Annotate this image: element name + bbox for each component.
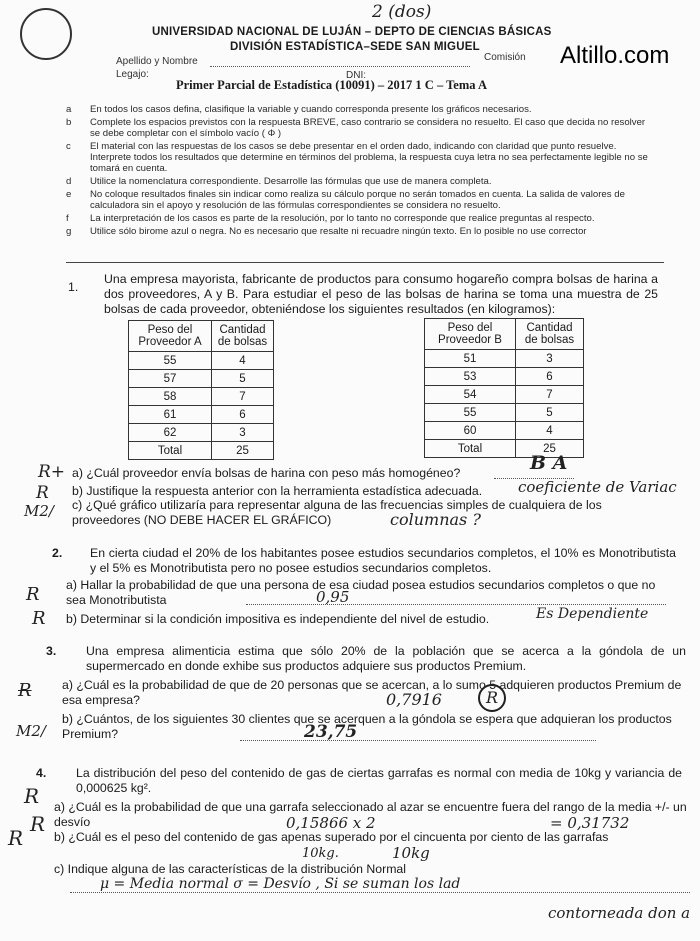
table-row: 53 6	[425, 368, 584, 386]
q4-text: La distribución del peso del contenido de gas de ciertas garrafas es normal con media de 10kg y variancia de 0,000625 kg².	[76, 766, 682, 795]
table-row: 54 7	[425, 386, 584, 404]
q1b-answer: coeficiente de Variac	[518, 478, 677, 496]
mark: M2/	[24, 502, 54, 520]
q3a-circle-mark: R	[478, 684, 506, 712]
table-header: Cantidad de bolsas	[212, 321, 274, 352]
q4b-answer: 10kg.	[302, 846, 339, 861]
mark: R	[32, 608, 46, 629]
legajo-label: Legajo:	[116, 69, 149, 80]
table-row: Total 25	[425, 440, 584, 458]
q4c-answer: μ = Media normal σ = Desvío , Si se suman los lad	[100, 876, 461, 892]
table-row: 58 7	[129, 388, 274, 406]
table-proveedor-a	[128, 320, 274, 460]
division-title: DIVISIÓN ESTADÍSTICA–SEDE SAN MIGUEL	[230, 41, 480, 53]
instruction-item: g Utilice sólo birome azul o negra. No es necesario que resalte ni recuadre ningún texto. En lo posible no use corrector	[66, 226, 587, 237]
table-row: 62 3	[129, 424, 274, 442]
university-title: UNIVERSIDAD NACIONAL DE LUJÁN – DEPTO DE CIENCIAS BÁSICAS	[152, 26, 552, 38]
exam-title: Primer Parcial de Estadística (10091) – 2017 1 C – Tema A	[176, 78, 487, 92]
q1-text: Una empresa mayorista, fabricante de productos para consumo hogareño compra bolsas de harina a dos proveedores, A y B. Para estudiar el peso de las bolsas de harina se toma una muestra de 25 bolsas de cada proveedor, obteniéndose los siguientes resultados (en kilogramos):	[104, 272, 658, 316]
q4c-answer-continued: contorneada don a	[548, 904, 691, 922]
instruction-item: b Complete los espacios previstos con la respuesta BREVE, caso contrario se considera no resuelto. El caso que decida no resolver se debe completar con el símbolo vacío ( Φ )	[66, 117, 646, 139]
instructions-list	[66, 104, 656, 237]
table-row: Total 25	[129, 442, 274, 460]
mark: R	[36, 483, 49, 503]
q4a-answer: 0,15866 x 2	[286, 814, 376, 832]
table-header: Peso del Proveedor B	[425, 319, 516, 350]
q4c-text: c) Indique alguna de las características de la distribución Normal	[54, 862, 407, 876]
q4b-text: b) ¿Cuál es el peso del contenido de gas apenas superado por el cincuenta por ciento de las garrafas	[54, 830, 609, 844]
hand-grade: 2 (dos)	[372, 2, 432, 22]
comision-label: Comisión	[484, 52, 526, 63]
table-header: Cantidad de bolsas	[516, 319, 584, 350]
instruction-item: a En todos los casos defina, clasifique la variable y cuando corresponda presente los gráficos necesarios.	[66, 104, 532, 115]
q4-number: 4.	[36, 766, 47, 780]
mark: R	[26, 584, 40, 605]
table-row: 51 3	[425, 350, 584, 368]
table-row: 55 5	[425, 404, 584, 422]
university-seal-icon	[20, 8, 72, 60]
q2b-text: b) Determinar si la condición impositiva es independiente del nivel de estudio.	[66, 612, 490, 626]
q3a-answer: 0,7916	[386, 690, 442, 709]
divider	[66, 262, 664, 263]
mark: R	[24, 784, 40, 808]
q3-text: Una empresa alimenticia estima que sólo 20% de la población que se acerca a la góndola de un supermercado en donde exhibe sus productos adquiere sus productos Premium.	[86, 644, 686, 673]
q2a-answer: 0,95	[316, 588, 350, 606]
q4c-answer-line[interactable]	[70, 892, 690, 893]
q2-text: En cierta ciudad el 20% de los habitantes posee estudios secundarios completos, el 10% es Monotributista y el 5% es Monotributista pero no posee estudios secundarios completos.	[90, 546, 676, 575]
instruction-item: e No coloque resultados finales sin indicar como realiza su cálculo porque no serán tomados en cuenta. La salida de valores de calculadora sin el apoyo y resolución de las fórmulas correspondientes se considera no resuelto.	[66, 189, 625, 211]
table-row: 60 4	[425, 422, 584, 440]
q3-number: 3.	[46, 644, 57, 658]
instruction-item: f La interpretación de los casos es parte de la resolución, por lo tanto no corresponde que realice preguntas al respecto.	[66, 213, 595, 224]
instruction-item: d Utilice la nomenclatura correspondiente. Desarrolle las fórmulas que use de manera completa.	[66, 176, 492, 187]
q3b-text: b) ¿Cuántos, de los siguientes 30 clientes que se acerquen a la góndola se espera que adquieran los productos Premium?	[62, 712, 672, 741]
q4a-text: a) ¿Cuál es la probabilidad de que una garrafa seleccionado al azar se encuentre fuera del rango de la media +/- un desvío	[54, 800, 687, 829]
mark: R	[30, 812, 46, 836]
table-row: 55 4	[129, 352, 274, 370]
mark: R	[8, 826, 24, 850]
q1c-text: c) ¿Qué gráfico utilizaría para representar alguna de las frecuencias simples de cualquiera de los proveedores (NO DEBE HACER EL GRÁFICO)	[72, 498, 602, 527]
apellido-label: Apellido y Nombre	[116, 56, 198, 67]
table-row: 61 6	[129, 406, 274, 424]
table-proveedor-b	[424, 318, 584, 458]
watermark: Altillo.com	[560, 42, 670, 69]
q4b-answer-final: 10kg	[392, 844, 430, 862]
table-row: 57 5	[129, 370, 274, 388]
q2a-text: a) Hallar la probabilidad de que una persona de esa ciudad posea estudios secundarios completos o que no sea Monotributista	[66, 578, 656, 607]
mark: R+	[38, 462, 66, 482]
q3b-answer-line[interactable]	[240, 740, 596, 741]
mark: R	[18, 680, 32, 701]
q1-number: 1.	[68, 280, 79, 294]
table-header: Peso del Proveedor A	[129, 321, 212, 352]
q1b-text: b) Justifique la respuesta anterior con la herramienta estadística adecuada.	[72, 484, 483, 498]
instruction-item: c El material con las respuestas de los casos se debe presentar en el orden dado, indicando con claridad que punto resuelve. Interprete todos los resultados que determine en términos del problema, la respuesta cuya letra no sea perfectamente legible no se tomará en cuenta.	[66, 141, 648, 174]
q4a-answer-result: = 0,31732	[550, 814, 630, 832]
q3a-text: a) ¿Cuál es la probabilidad de que de 20 personas que se acercan, a lo sumo 5 adquieren productos Premium de esa empresa?	[62, 678, 682, 707]
q1c-answer: columnas ?	[390, 510, 481, 529]
q2a-answer-line[interactable]	[246, 604, 666, 605]
dni-label: DNI:	[346, 70, 366, 81]
apellido-field[interactable]	[210, 66, 470, 67]
q1a-text: a) ¿Cuál proveedor envía bolsas de harina con peso más homogéneo?	[72, 466, 461, 480]
mark: M2/	[16, 722, 46, 740]
q2-number: 2.	[52, 546, 63, 560]
q1a-answer: B A	[530, 452, 568, 474]
q3b-answer: 23,75	[304, 722, 358, 742]
q2b-answer: Es Dependiente	[536, 606, 649, 622]
